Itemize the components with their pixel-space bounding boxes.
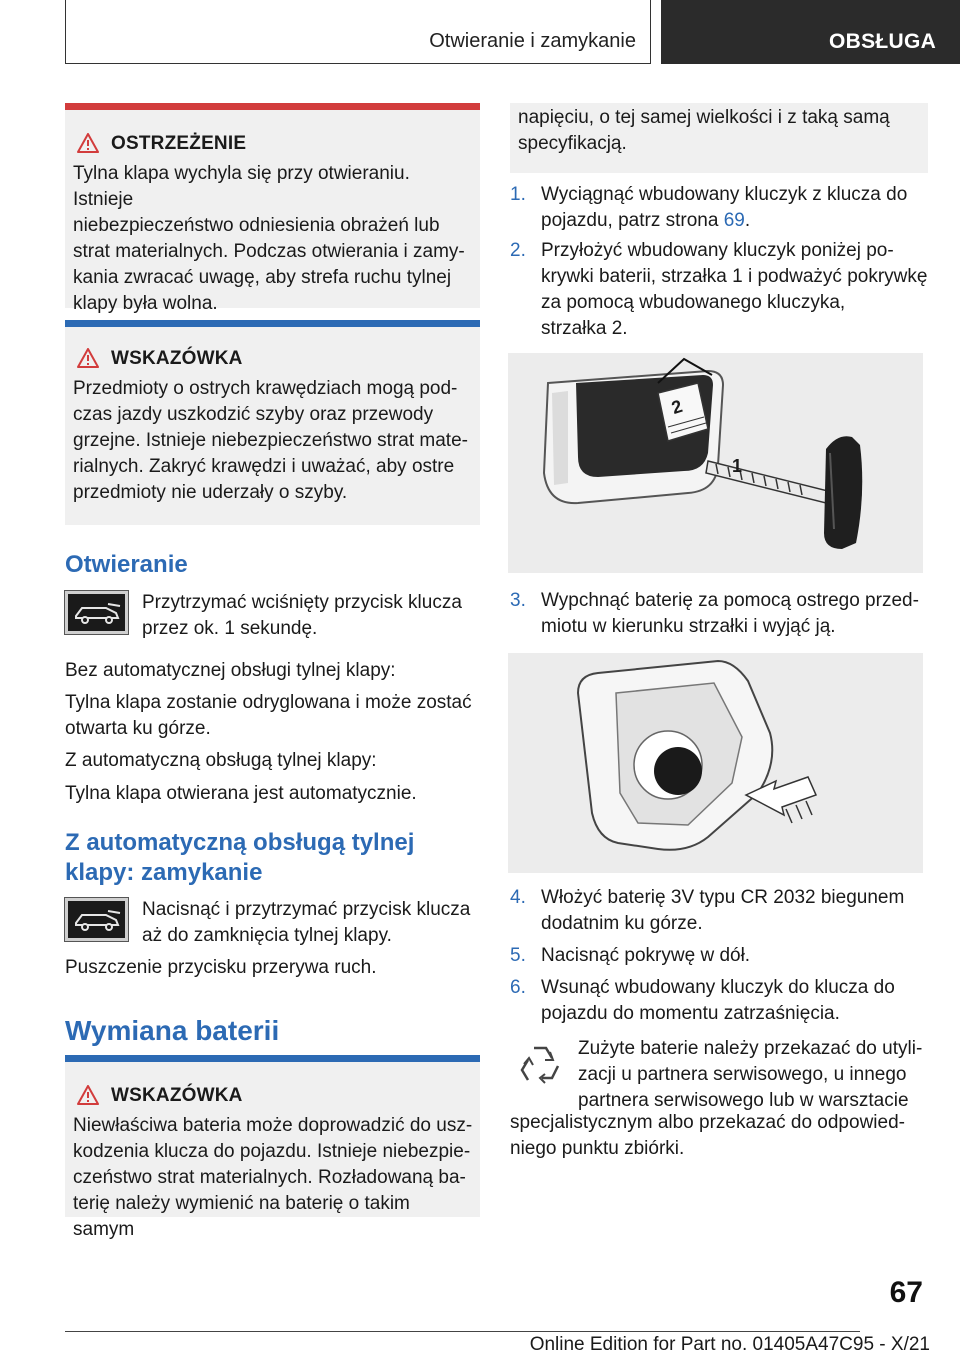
notice-continued-text: napięciu, o tej samej wielkości i z taką samą specyfikacją. [518,107,890,154]
header-chapter-tab [661,0,960,64]
page-number: 67 [889,1276,923,1309]
paragraph: Tylna klapa zostanie odryglowana i może zostać otwarta ku górze. [65,692,472,739]
arrow-label-2: 2 [669,395,685,419]
notice-text: Przedmioty o ostrych krawędziach mogą pod- czas jazdy uszkodzić szyby oraz przewody grzejne. Istnieje niebezpieczeństwo strat mate- rialnych. Zakryć krawędzi i uważać, aby ostre przedmioty nie uderzały o szyby. [73,378,468,503]
notice-box-continued [510,103,928,173]
step-text: Wyciągnąć wbudowany kluczyk z klucza do pojazdu, patrz strona 69. [541,184,908,231]
notice-text: Niewłaściwa bateria może doprowadzić do usz- kodzenia klucza do pojazdu. Istnieje niebezpie- czeństwo strat materialnych. Rozładowaną ba- terię należy wymienić na baterię o takim samym [73,1115,473,1240]
recycle-icon [514,1040,566,1092]
notice-bar [65,1055,480,1062]
edition-label: Online Edition for Part no. 01405A47C95 - X/21 [529,1334,930,1355]
step-number: 2. [510,240,526,261]
step-number: 4. [510,887,526,908]
step-number: 1. [510,184,526,205]
step-number: 5. [510,945,526,966]
trunk-button-icon [65,591,128,634]
step-text: Wypchnąć baterię za pomocą ostrego przed- miotu w kierunku strzałki i wyjąć ją. [541,590,919,637]
step-number: 3. [510,590,526,611]
notice-title: WSKAZÓWKA [111,1085,243,1106]
warning-bar [65,103,480,110]
notice-title: WSKAZÓWKA [111,348,243,369]
step-number: 6. [510,977,526,998]
step-text: Przyłożyć wbudowany kluczyk poniżej po- krywki baterii, strzałka 1 i podważyć pokrywkę za pomocą wbudowanego kluczyka, strzałka 2. [541,240,928,339]
paragraph: Bez automatycznej obsługi tylnej klapy: [65,660,396,681]
notice-box-2 [65,1055,480,1240]
warning-triangle-icon [77,133,99,153]
heading-opening: Otwieranie [65,551,188,578]
arrow-label-1: 1 [732,456,743,476]
close-instruction: Nacisnąć i przytrzymać przycisk klucza aż do zamknięcia tylnej klapy. [142,899,471,946]
footer-divider [65,1331,860,1332]
open-instruction: Przytrzymać wciśnięty przycisk klucza przez ok. 1 sekundę. [142,592,462,639]
paragraph: Puszczenie przycisku przerywa ruch. [65,957,377,978]
step-text: Wsunąć wbudowany kluczyk do klucza do pojazdu do momentu zatrzaśnięcia. [541,977,895,1024]
header-section-tab [65,0,651,64]
heading-closing: Z automatyczną obsługą tylnej klapy: zamykanie [65,829,415,886]
warning-box [65,103,480,314]
warning-text: Tylna klapa wychyla się przy otwieraniu. Istnieje niebezpieczeństwo odniesienia obrażeń lub strat materialnych. Podczas otwierania i zamy- kania zwracać uwagę, aby strefa ruchu tylnej klapy była wolna. [73,163,465,314]
step-text: Włożyć baterię 3V typu CR 2032 biegunem dodatnim ku górze. [541,887,905,934]
heading-battery-replacement: Wymiana baterii [65,1015,280,1046]
notice-box-1 [65,320,480,525]
paragraph: Z automatyczną obsługą tylnej klapy: [65,750,377,771]
trunk-button-icon [65,898,128,941]
section-title: Otwieranie i zamykanie [429,30,636,52]
warning-triangle-icon [77,1085,99,1105]
recycle-note-cont: specjalistycznym albo przekazać do odpowied- niego punktu zbiórki. [510,1112,905,1159]
figure-key-blade [508,353,923,573]
chapter-label: OBSŁUGA [829,30,937,53]
page-link[interactable]: 69 [723,210,745,231]
paragraph: Tylna klapa otwierana jest automatycznie. [65,783,417,804]
warning-triangle-icon [77,348,99,368]
notice-bar [65,320,480,327]
step-text: Nacisnąć pokrywę w dół. [541,945,751,966]
figure-battery-removal [508,653,923,873]
warning-title: OSTRZEŻENIE [111,133,247,154]
recycle-note: Zużyte baterie należy przekazać do utyli- zacji u partnera serwisowego, u innego partnera serwisowego lub w warsztacie [578,1038,923,1111]
